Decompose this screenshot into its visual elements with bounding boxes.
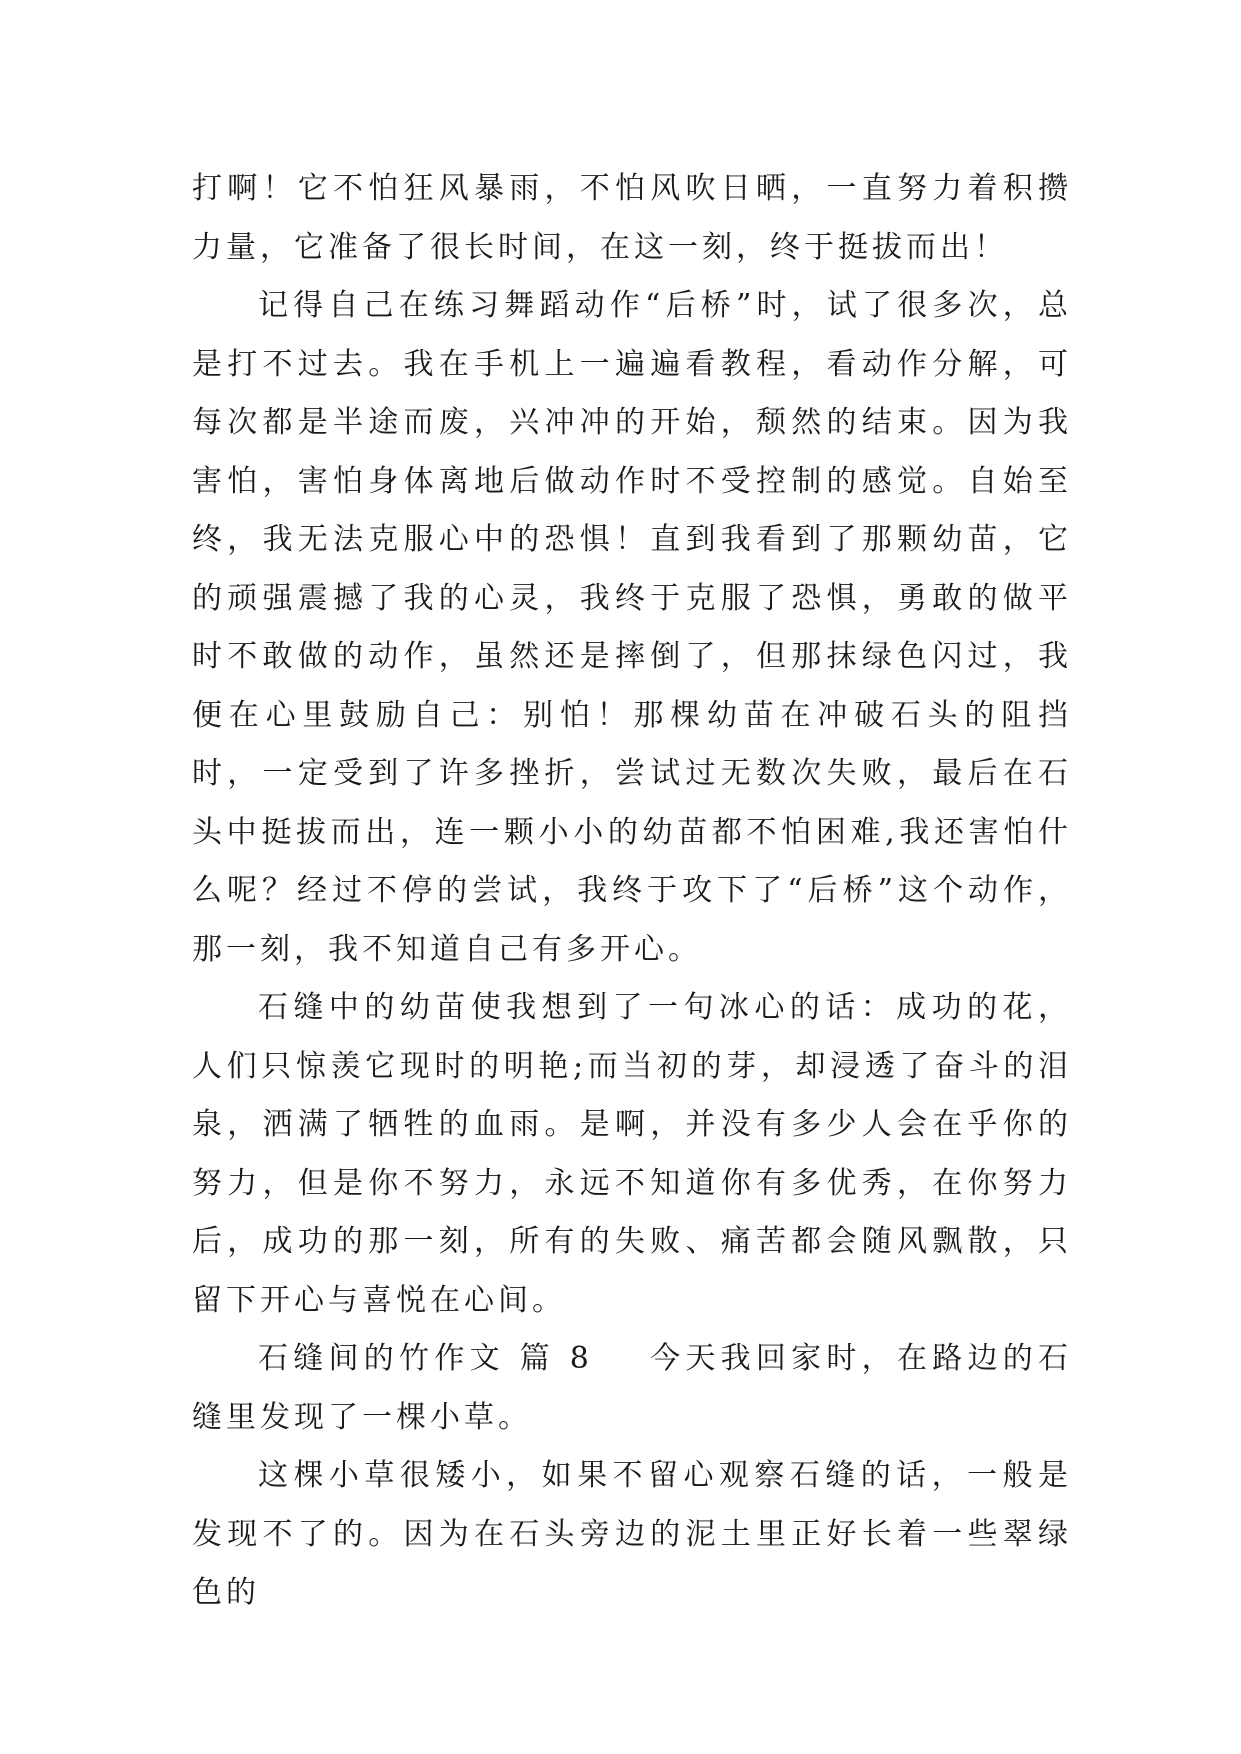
section-heading-paragraph [192,1330,1072,1447]
paragraph-2: 记得自己在练习舞蹈动作“后桥”时，试了很多次，总是打不过去。我在手机上一遍遍看教程，看动作分解，可每次都是半途而废，兴冲冲的开始，颓然的结束。因为我害怕，害怕身体离地后做动作时不受控制的感觉。自始至终，我无法克服心中的恐惧！直到我看到了那颗幼苗，它的顽强震撼了我的心灵，我终于克服了恐惧，勇敢的做平时不敢做的动作，虽然还是摔倒了，但那抹绿色闪过，我便在心里鼓励自己：别怕！那棵幼苗在冲破石头的阻挡时，一定受到了许多挫折，尝试过无数次失败，最后在石头中挺拔而出，连一颗小小的幼苗都不怕困难,我还害怕什么呢？经过不停的尝试，我终于攻下了“后桥”这个动作，那一刻，我不知道自己有多开心。 [192,288,1072,967]
document-body [192,160,1072,1623]
paragraph-final: 这棵小草很矮小，如果不留心观察石缝的话，一般是发现不了的。因为在石头旁边的泥土里正好长着一些翠绿色的 [192,1458,1072,1610]
paragraph-1: 打啊！它不怕狂风暴雨，不怕风吹日晒，一直努力着积攒力量，它准备了很长时间，在这一刻，终于挺拔而出！ [192,171,1072,265]
section-opening-text: 今天我回家时，在路边的石缝里发现了一棵小草。 [192,1341,1073,1435]
paragraph-3: 石缝中的幼苗使我想到了一句冰心的话：成功的花，人们只惊羡它现时的明艳;而当初的芽，却浸透了奋斗的泪泉，洒满了牺牲的血雨。是啊，并没有多少人会在乎你的努力，但是你不努力，永远不知道你有多优秀，在你努力后，成功的那一刻，所有的失败、痛苦都会随风飘散，只留下开心与喜悦在心间。 [192,990,1072,1318]
section-title: 石缝间的竹作文 [258,1341,505,1376]
section-number: 篇 8 [519,1341,593,1376]
